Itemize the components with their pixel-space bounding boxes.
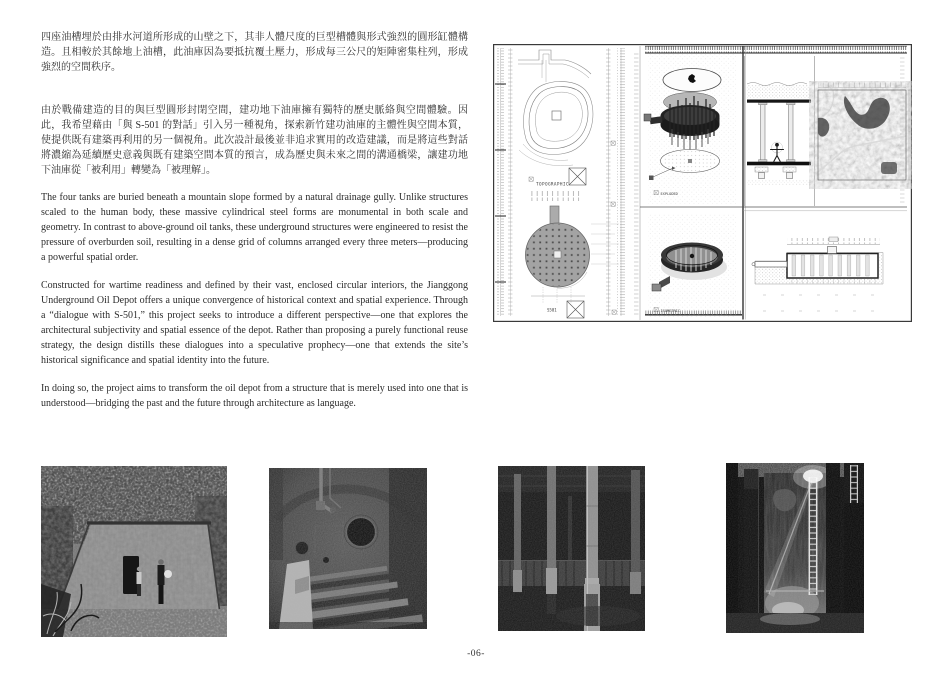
en-paragraph-2: Constructed for wartime readiness and defined by their vast, enclosed circular interiors, the Jianggong Underground Oil Depot offers a unique convergence of historical context and spatial experience. Through a “dialogue with S-501,” this project seeks to introduce a different perspective—one that explores the architectural subjectivity and spatial essence of the depot. Rather than proposing a purely functional reuse strategy, the design distills these dialogues into a speculative prophecy—one that extends the site’s historical significance and spatial identity into the future. [41, 280, 468, 366]
en-paragraph-3: In doing so, the project aims to transform the oil depot from a structure that is merely used into one that is understood—bridging the past and the future through architecture as language. [41, 383, 468, 409]
page-number: -06- [467, 649, 485, 659]
photo-tank-interior-ladder [726, 463, 864, 633]
tank-plan-label: S501 [547, 307, 557, 313]
photo-column-grid-interior [498, 466, 645, 631]
top-tick-band [645, 46, 907, 53]
photo-tunnel-interior [269, 468, 427, 629]
photo-bunker-entrance [41, 466, 227, 637]
middle-scale-rulers [605, 46, 640, 320]
zh-paragraph-1: 四座油槽埋於由排水河道所形成的山壁之下，其非人體尺度的巨型槽體與形式強烈的圓形缸體構造。且相較於其餘地上油槽，此油庫因為要抵抗覆土壓力，形成每三公尺的矩陣密集柱列，形成強烈的空間秩序。 [41, 32, 468, 73]
drawing-panel [493, 44, 912, 322]
technical-drawing-sheet [493, 44, 912, 322]
zh-paragraph-2: 由於戰備建造的目的與巨型圓形封閉空間，建功地下油庫擁有獨特的歷史脈絡與空間體驗。因此，我希望藉由「與 S-501 的對話」引入另一種視角，探索新竹建功油庫的主體性與空間本質，使提供既有建築再利用的另一個視角。此次設計最後並非追求實用的改造建議，而是將這些對話將濃縮為延續歷史意義與既有建築空間本質的預言，成為歷史與未來之間的溝通橋梁，讓建功地下油庫從「被利用」轉變為「被理解」。 [41, 105, 468, 176]
aerial-site-photo [818, 83, 911, 181]
topographic-label: TOPOGRAPHIC [536, 182, 569, 188]
exploded-axonometric [644, 54, 736, 204]
isometric-label: ISOMETRIC [660, 309, 680, 313]
isometric-cutaway [648, 214, 736, 317]
en-paragraph-1: The four tanks are buried beneath a mountain slope formed by a natural drainage gully. Unlike structures scaled to the human body, these massive cylindrical steel forms are monumental in both scale and geometry. In contrast to above-ground oil tanks, these underground structures were engineered to resist the pressure of overburden soil, resulting in a dense grid of columns arranged every three meters—producing a powerful spatial order. [41, 192, 468, 263]
exploded-label: EXPLODED [660, 192, 678, 196]
intro-text-column [41, 30, 468, 424]
